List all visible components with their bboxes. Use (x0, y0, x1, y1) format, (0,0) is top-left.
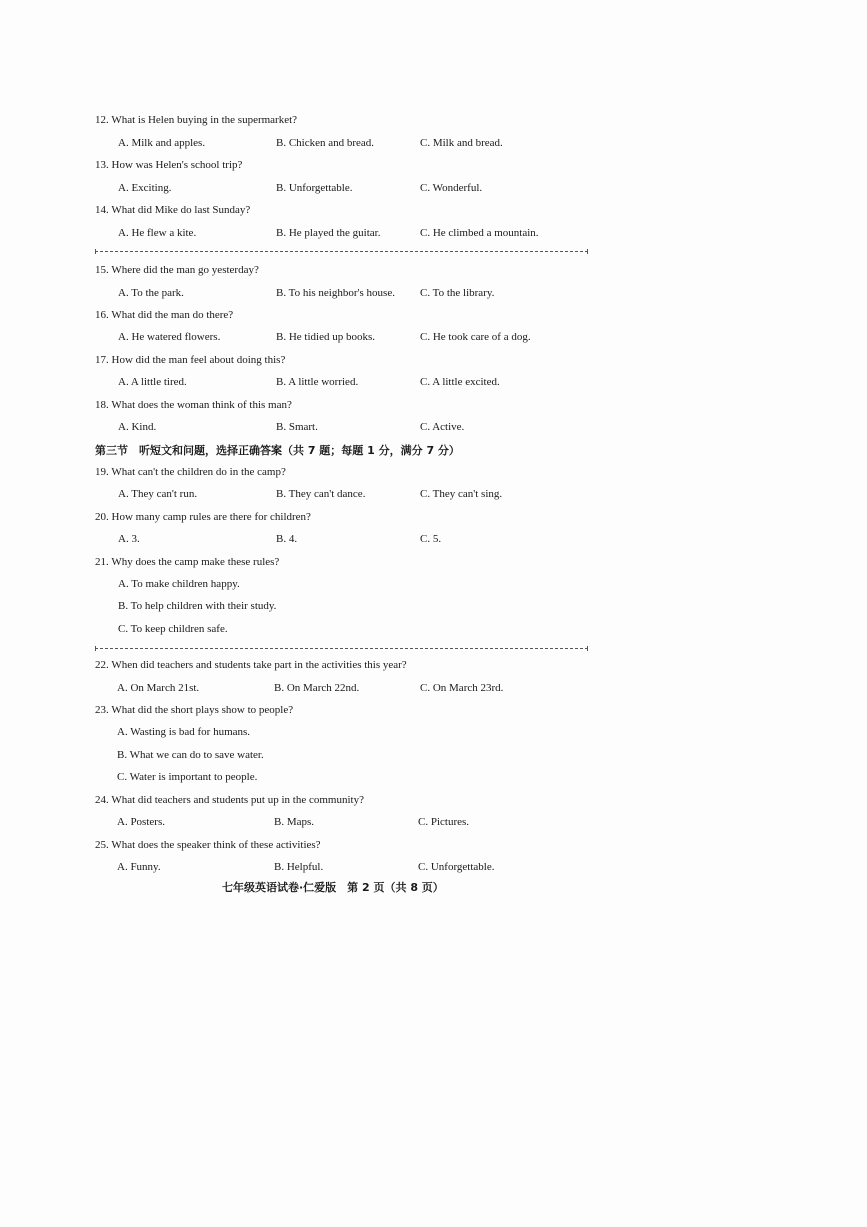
option-25b[interactable]: B. Helpful. (274, 861, 324, 873)
question-24: 24. What did teachers and students put up in the community? (95, 794, 364, 806)
option-18a[interactable]: A. Kind. (118, 421, 157, 433)
option-17a[interactable]: A. A little tired. (118, 376, 187, 388)
option-14a[interactable]: A. He flew a kite. (118, 227, 197, 239)
question-23: 23. What did the short plays show to people? (95, 704, 294, 716)
option-18b[interactable]: B. Smart. (276, 421, 318, 433)
option-21a[interactable]: A. To make children happy. (118, 578, 240, 590)
option-19c[interactable]: C. They can't sing. (420, 488, 503, 500)
question-18: 18. What does the woman think of this man? (95, 399, 292, 411)
question-21: 21. Why does the camp make these rules? (95, 556, 280, 568)
option-16a[interactable]: A. He watered flowers. (118, 331, 221, 343)
question-25: 25. What does the speaker think of these activities? (95, 839, 321, 851)
question-13: 13. How was Helen's school trip? (95, 159, 243, 171)
option-23c[interactable]: C. Water is important to people. (117, 771, 258, 783)
option-19a[interactable]: A. They can't run. (118, 488, 198, 500)
option-24b[interactable]: B. Maps. (274, 816, 315, 828)
question-16: 16. What did the man do there? (95, 309, 234, 321)
question-15: 15. Where did the man go yesterday? (95, 264, 259, 276)
option-23b[interactable]: B. What we can do to save water. (117, 749, 264, 761)
option-20a[interactable]: A. 3. (118, 533, 140, 545)
option-21c[interactable]: C. To keep children safe. (118, 623, 228, 635)
option-14b[interactable]: B. He played the guitar. (276, 227, 381, 239)
question-19: 19. What can't the children do in the camp? (95, 466, 286, 478)
option-12b[interactable]: B. Chicken and bread. (276, 137, 375, 149)
option-18c[interactable]: C. Active. (420, 421, 465, 433)
option-15c[interactable]: C. To the library. (420, 287, 495, 299)
option-15a[interactable]: A. To the park. (118, 287, 184, 299)
option-22b[interactable]: B. On March 22nd. (274, 682, 360, 694)
option-12a[interactable]: A. Milk and apples. (118, 137, 206, 149)
option-14c[interactable]: C. He climbed a mountain. (420, 227, 539, 239)
question-22: 22. When did teachers and students take part in the activities this year? (95, 659, 407, 671)
option-24a[interactable]: A. Posters. (117, 816, 165, 828)
option-13c[interactable]: C. Wonderful. (420, 182, 483, 194)
divider-1 (95, 251, 588, 252)
option-23a[interactable]: A. Wasting is bad for humans. (117, 726, 251, 738)
option-21b[interactable]: B. To help children with their study. (118, 600, 277, 612)
option-12c[interactable]: C. Milk and bread. (420, 137, 503, 149)
question-20: 20. How many camp rules are there for children? (95, 511, 311, 523)
option-25c[interactable]: C. Unforgettable. (418, 861, 495, 873)
option-16b[interactable]: B. He tidied up books. (276, 331, 375, 343)
option-20c[interactable]: C. 5. (420, 533, 442, 545)
option-16c[interactable]: C. He took care of a dog. (420, 331, 531, 343)
question-14: 14. What did Mike do last Sunday? (95, 204, 251, 216)
section-3-heading: 第三节 听短文和问题，选择正确答案（共 7 题；每题 1 分，满分 7 分） (95, 444, 460, 457)
option-22a[interactable]: A. On March 21st. (117, 682, 200, 694)
page-footer: 七年级英语试卷·仁爱版 第 2 页（共 8 页） (222, 881, 444, 894)
option-19b[interactable]: B. They can't dance. (276, 488, 366, 500)
option-17b[interactable]: B. A little worried. (276, 376, 359, 388)
option-24c[interactable]: C. Pictures. (418, 816, 470, 828)
option-25a[interactable]: A. Funny. (117, 861, 161, 873)
option-20b[interactable]: B. 4. (276, 533, 298, 545)
question-12: 12. What is Helen buying in the supermarket? (95, 114, 298, 126)
question-17: 17. How did the man feel about doing this? (95, 354, 286, 366)
option-13a[interactable]: A. Exciting. (118, 182, 172, 194)
option-22c[interactable]: C. On March 23rd. (420, 682, 504, 694)
option-13b[interactable]: B. Unforgettable. (276, 182, 353, 194)
option-17c[interactable]: C. A little excited. (420, 376, 500, 388)
divider-2 (95, 648, 588, 649)
option-15b[interactable]: B. To his neighbor's house. (276, 287, 395, 299)
